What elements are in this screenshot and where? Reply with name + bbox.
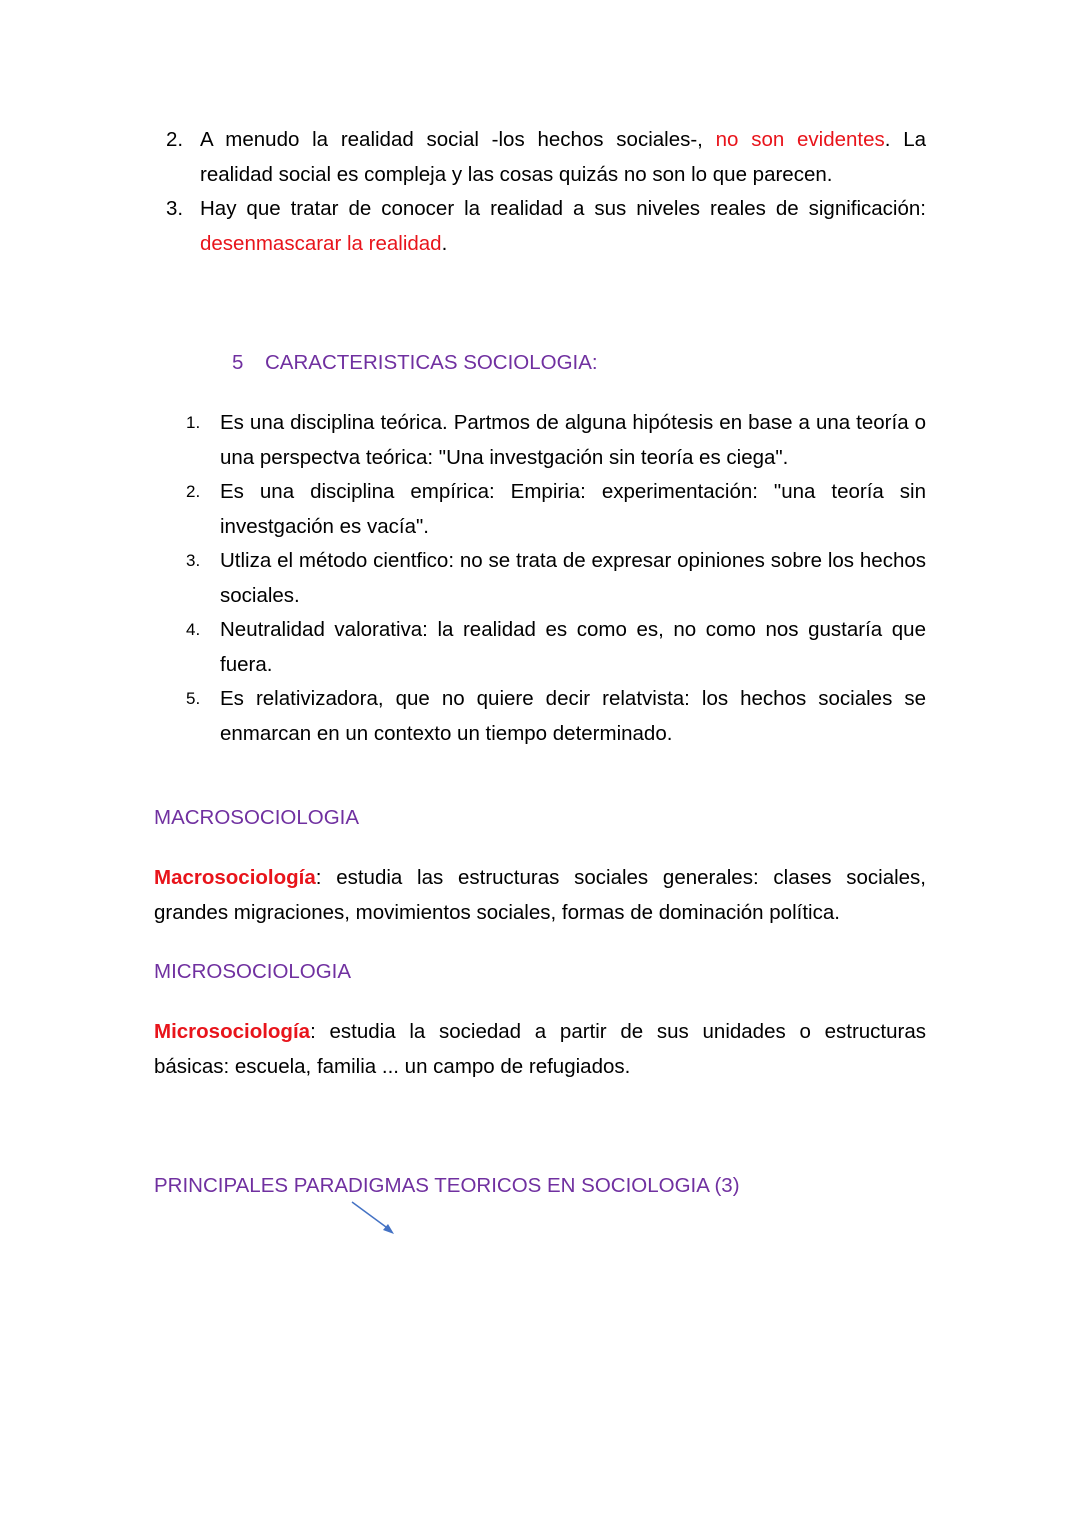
micro-heading: MICROSOCIOLOGIA [154,960,352,983]
list-item: 3. Hay que tratar de conocer la realidad a sus niveles reales de significación: desenmascarar la realidad. [160,192,926,261]
heading-number: 5 [232,351,244,374]
arrow-icon [340,1194,410,1244]
micro-term: Microsociología [154,1020,311,1043]
paradigms-heading: PRINCIPALES PARADIGMAS TEORICOS EN SOCIOLOGIA (3) [154,1174,740,1197]
micro-paragraph [154,1015,926,1084]
list-number: 1. [186,413,201,432]
list-item: 5. Es relativizadora, que no quiere decir relatvista: los hechos sociales se enmarcan en un contexto un tiempo determinado. [180,682,926,751]
list-item: 4. Neutralidad valorativa: la realidad es como es, no como nos gustaría que fuera. [180,613,926,682]
characteristics-list [180,406,926,751]
heading-title: CARACTERISTICAS SOCIOLOGIA: [265,351,598,374]
highlight-text: desenmascarar la realidad [200,231,442,255]
macro-heading: MACROSOCIOLOGIA [154,806,360,829]
list-number: 4. [186,620,201,639]
list-item: 2. A menudo la realidad social -los hechos sociales-, no son evidentes. La realidad social es compleja y las cosas quizás no son lo que parecen. [160,123,926,192]
list-number: 2. [166,128,184,151]
macro-term: Macrosociología [154,866,316,889]
list-number: 3. [166,197,184,220]
macro-paragraph [154,861,926,930]
characteristics-heading [232,346,598,380]
macro-definition: : estudia las estructuras sociales generales: clases sociales, grandes migraciones, movimientos sociales, formas de dominación política. [154,866,926,924]
list-number: 3. [186,551,201,570]
list-number: 5. [186,689,201,708]
list-item: 2. Es una disciplina empírica: Empiria: experimentación: "una teoría sin investgación es vacía". [180,475,926,544]
highlight-text: no son evidentes [715,128,885,151]
list-number: 2. [186,482,201,501]
list-item: 1. Es una disciplina teórica. Partmos de alguna hipótesis en base a una teoría o una perspectva teórica: "Una investgación sin teoría es ciega". [180,406,926,475]
micro-definition: : estudia la sociedad a partir de sus unidades o estructuras básicas: escuela, familia ... un campo de refugiados. [154,1020,926,1078]
list-item: 3. Utliza el método cientfico: no se trata de expresar opiniones sobre los hechos sociales. [180,544,926,613]
continued-list [160,123,926,261]
